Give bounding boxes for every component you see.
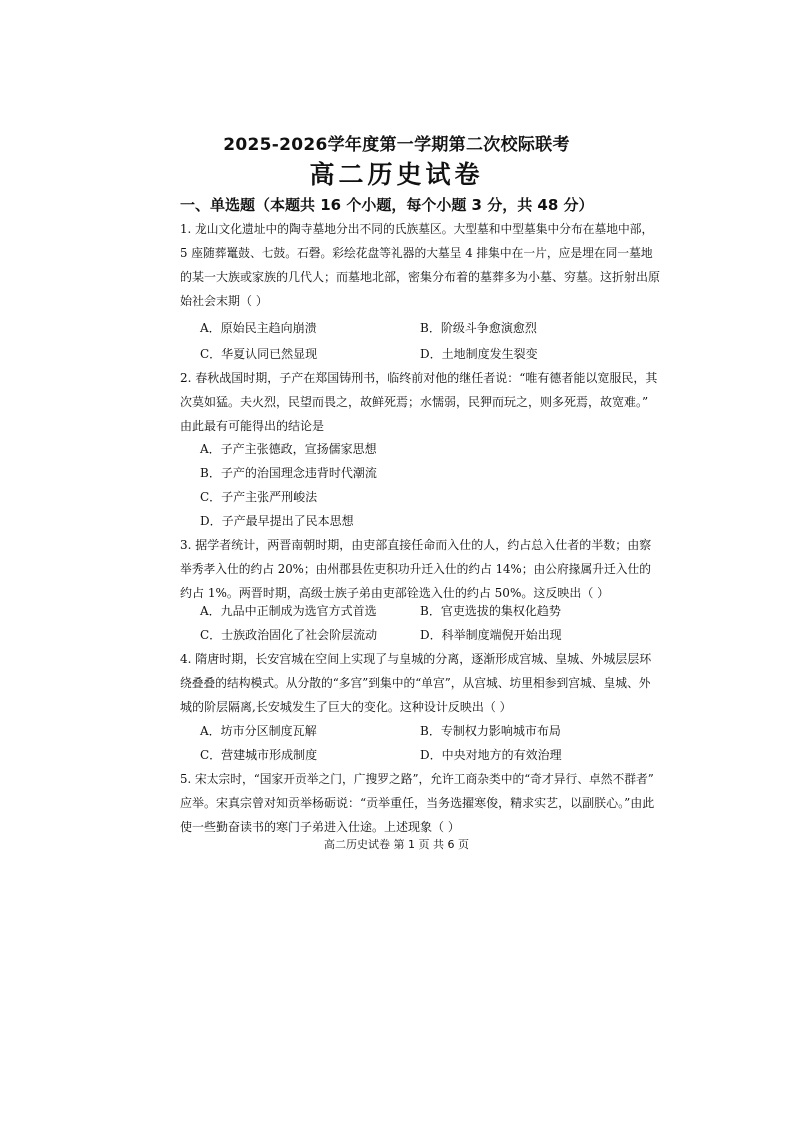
question-text-line: 2. 春秋战国时期，子产在郑国铸刑书，临终前对他的继任者说：“唯有德者能以宽服民，其 (180, 371, 658, 385)
question-text-line: 举秀孝入仕的约占 20%；由州郡县佐吏积功升迁入仕的约占 14%；由公府掾属升迁入仕的 (180, 562, 651, 576)
question-text-line: 4. 隋唐时期，长安宫城在空间上实现了与皇城的分离，逐渐形成宫城、皇城、外城层层环 (180, 652, 652, 666)
option-a: A．子产主张德政，宣扬儒家思想 (200, 442, 377, 456)
option-d: D．土地制度发生裂变 (420, 347, 538, 361)
question-text-line: 次莫如猛。夫火烈，民望而畏之，故鲜死焉；水懦弱，民狎而玩之，则多死焉，故宽难。” (180, 395, 649, 409)
question-text-line: 的某一大族或家族的几代人；而墓地北部，密集分布着的墓葬多为小墓、穷墓。这折射出原 (180, 270, 661, 284)
option-d: D．科举制度端倪开始出现 (420, 628, 562, 642)
option-b: B．子产的治国理念违背时代潮流 (200, 466, 377, 480)
question-text-line: 约占 1%。两晋时期，高级士族子弟由吏部铨选入仕的约占 50%。这反映出（ ） (180, 586, 610, 600)
question-text-line: 3. 据学者统计，两晋南朝时期，由吏部直接任命而入仕的人，约占总入仕者的半数；由察 (180, 538, 652, 552)
option-c: C．子产主张严刑峻法 (200, 490, 318, 504)
question-text-line: 使一些勤奋读书的寒门子弟进入仕途。上述现象（ ） (180, 820, 460, 834)
option-a: A．原始民主趋向崩溃 (200, 321, 317, 335)
option-d: D．子产最早提出了民本思想 (200, 514, 354, 528)
question-text-line: 应举。宋真宗曾对知贡举杨砺说：“贡举重任，当务选擢寒俊，精求实艺，以副朕心。”由此 (180, 796, 655, 810)
option-d: D．中央对地方的有效治理 (420, 748, 562, 762)
question-text-line: 5. 宋太宗时，“国家开贡举之门，广搜罗之路”，允许工商杂类中的“奇才异行、卓然不群者” (180, 772, 654, 786)
exam-subtitle: 高二历史试卷 (309, 160, 484, 189)
option-b: B．官吏选拔的集权化趋势 (420, 604, 561, 618)
option-a: A．坊市分区制度瓦解 (200, 724, 317, 738)
question-text-line: 始社会末期（ ） (180, 294, 268, 308)
section-heading: 一、单选题（本题共 16 个小题，每个小题 3 分，共 48 分） (180, 196, 594, 214)
option-c: C．士族政治固化了社会阶层流动 (200, 628, 378, 642)
question-text-line: 城的阶层隔离,长安城发生了巨大的变化。这种设计反映出（ ） (180, 700, 512, 714)
question-text-line: 1. 龙山文化遗址中的陶寺墓地分出不同的氏族墓区。大型墓和中型墓集中分布在墓地中部， (180, 222, 654, 236)
question-text-line: 由此最有可能得出的结论是 (180, 419, 325, 433)
option-b: B．阶级斗争愈演愈烈 (420, 321, 537, 335)
page-footer: 高二历史试卷 第 1 页 共 6 页 (324, 838, 469, 851)
option-a: A．九品中正制成为选官方式首选 (200, 604, 377, 618)
option-c: C．营建城市形成制度 (200, 748, 318, 762)
question-text-line: 绕叠叠的结构模式。从分散的“多宫”到集中的“单宫”，从宫城、坊里相参到宫城、皇城、外 (180, 676, 651, 690)
option-c: C．华夏认同已然显现 (200, 347, 318, 361)
exam-title: 2025-2026学年度第一学期第二次校际联考 (223, 135, 570, 155)
question-text-line: 5 座随葬鼍鼓、七鼓。石磬。彩绘花盘等礼器的大墓呈 4 排集中在一片，应是埋在同一墓地 (180, 246, 653, 260)
option-b: B．专制权力影响城市布局 (420, 724, 561, 738)
